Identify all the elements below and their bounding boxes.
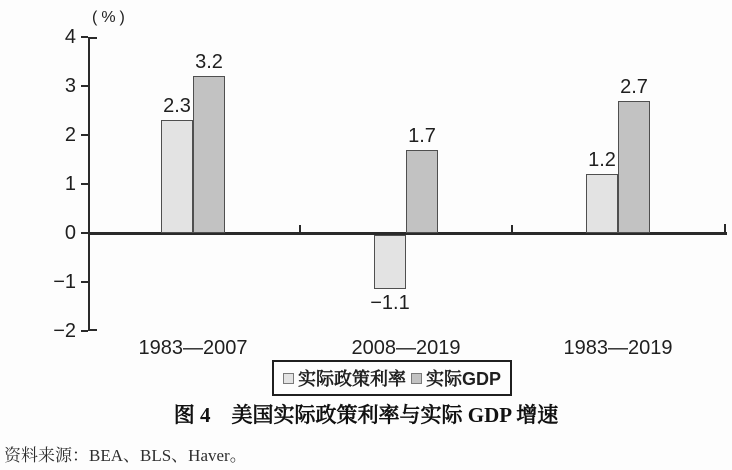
y-tick — [81, 232, 88, 234]
y-tick-label: 2 — [64, 124, 76, 146]
y-tick-label: 0 — [64, 222, 76, 244]
y-tick — [81, 36, 88, 38]
source-note: 资料来源：BEA、BLS、Haver。 — [4, 446, 247, 465]
legend-swatch-icon — [283, 373, 294, 384]
data-label: 1.7 — [408, 125, 436, 147]
data-label: −1.1 — [370, 292, 410, 314]
y-tick — [81, 183, 88, 185]
legend-swatch-icon — [411, 373, 422, 384]
y-tick — [81, 330, 88, 332]
bar-positive — [193, 76, 225, 233]
y-tick — [81, 85, 88, 87]
bar-positive — [406, 150, 438, 233]
y-axis-bottom-tick — [90, 329, 97, 331]
y-tick-label: 3 — [64, 75, 76, 97]
bar-positive — [618, 101, 650, 233]
data-label: 2.7 — [620, 76, 648, 98]
y-axis-unit-label: (%) — [92, 9, 129, 26]
y-tick — [81, 134, 88, 136]
category-label: 1983—2019 — [563, 337, 673, 359]
legend-item — [283, 365, 406, 391]
bar-positive — [586, 174, 618, 233]
data-label: 2.3 — [163, 95, 191, 117]
bar-positive — [161, 120, 193, 233]
x-tick — [511, 225, 513, 233]
x-axis-end-tick — [724, 224, 726, 233]
data-label: 1.2 — [588, 149, 616, 171]
data-label: 3.2 — [195, 51, 223, 73]
x-tick — [299, 225, 301, 233]
y-tick-label: −1 — [53, 271, 76, 293]
bar-negative — [374, 235, 406, 289]
legend — [272, 360, 512, 396]
legend-label: 实际政策利率 — [298, 369, 406, 389]
y-tick-label: 4 — [64, 26, 76, 48]
y-axis-top-tick — [90, 37, 97, 39]
category-label: 1983—2007 — [138, 337, 248, 359]
category-label: 2008—2019 — [351, 337, 461, 359]
y-tick-label: 1 — [64, 173, 76, 195]
figure-caption: 图 4 美国实际政策利率与实际 GDP 增速 — [173, 403, 559, 427]
y-tick — [81, 281, 88, 283]
legend-label: 实际GDP — [426, 369, 502, 389]
y-axis — [88, 37, 90, 331]
legend-item — [411, 365, 501, 391]
y-tick-label: −2 — [53, 320, 76, 342]
